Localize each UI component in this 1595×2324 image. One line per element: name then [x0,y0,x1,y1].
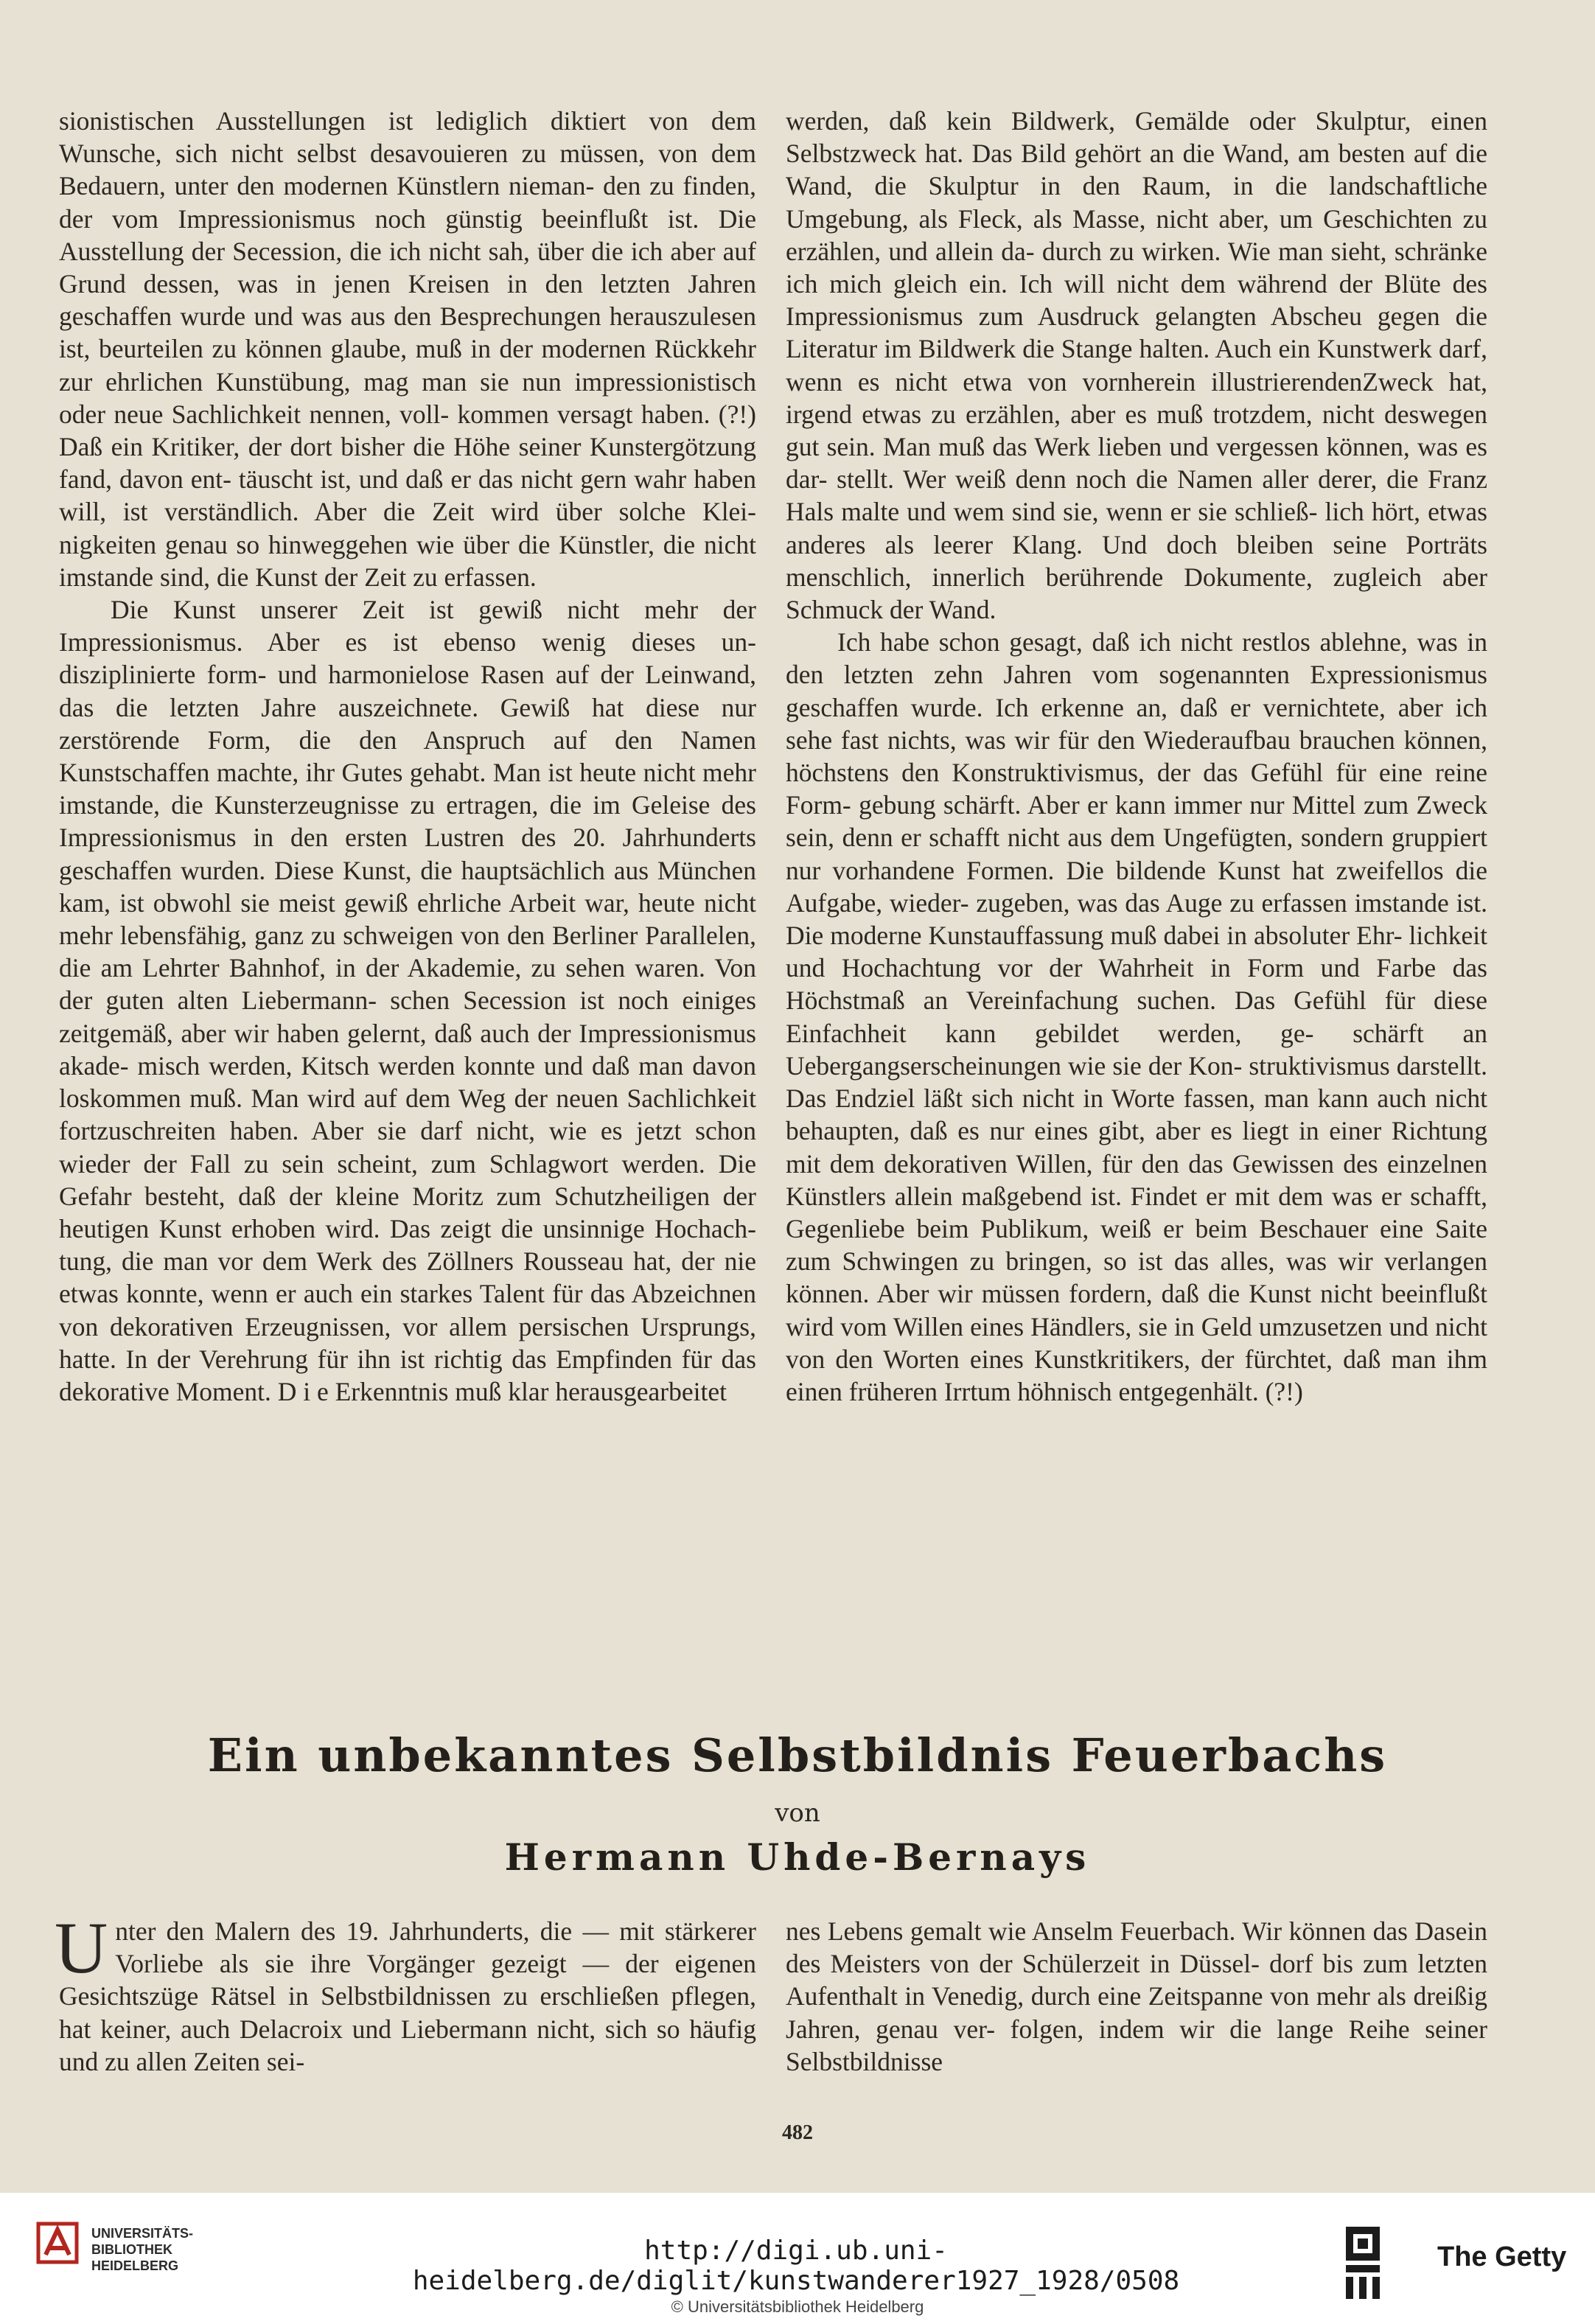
library-name [91,2225,193,2274]
library-name-line: UNIVERSITÄTS- [91,2226,194,2241]
paragraph: Die Kunst unserer Zeit ist gewiß nicht mehr der Impressionismus. Aber es ist ebenso wenig dieses un- disziplinierte form- und harmonielose Rasen auf der Leinwand, das die letzten Jahre auszeichnete. Gewiß hat diese nur zerstörende Form, die den Anspruch auf den Namen Kunstschaffen machte, ihr Gutes gehabt. Man ist heute nicht mehr imstande, die Kunsterzeugnisse zu ertragen, die im Geleise des Impressionismus in den ersten Lustren des 20. Jahrhunderts geschaffen wurden. Diese Kunst, die hauptsächlich aus München kam, ist obwohl sie meist gewiß ehrliche Arbeit war, heute nicht mehr lebensfähig, ganz zu schweigen von den Berliner Parallelen, die am Lehrter Bahnhof, in der Akademie, zu sehen waren. Von der guten alten Liebermann- schen Secession ist noch einiges zeitgemäß, aber wir haben gelernt, daß auch der Impressionismus akade- misch werden, Kitsch werden konnte und daß man davon loskommen muß. Man wird auf dem Weg der neuen Sachlichkeit fortzuschreiten haben. Aber sie darf nicht, wie es jetzt schon wieder der Fall zu sein scheint, zum Schlagwort werden. Die Gefahr besteht, daß der kleine Moritz zum Schutzheiligen der heutigen Kunst erhoben wird. Das zeigt die unsinnige Hochach- tung, die man vor dem Werk des Zöllners Rousseau hat, der nie etwas konnte, wenn er auch ein starkes Talent für das Abzeichnen von dekorativen Erzeugnissen, vor allem persischen Ursprungs, hatte. In der Verehrung für ihn ist richtig das Empfinden für das dekorative Moment. D i e Erkenntnis muß klar herausgearbeitet [59,595,756,1406]
right-column-top [786,105,1487,1408]
library-name-line: HEIDELBERG [91,2258,179,2273]
footer-bar [0,2193,1595,2324]
paragraph: sionistischen Ausstellungen ist lediglich diktiert von dem Wunsche, sich nicht selbst desavouieren zu müssen, von dem Bedauern, unter den modernen Künstlern nieman- den zu finden, der vom Impressionismus noch günstig beeinflußt ist. Die Ausstellung der Secession, die ich nicht sah, über die ich aber auf Grund dessen, was in jenen Kreisen in den letzten Jahren geschaffen wurde und was aus den Besprechungen herauszulesen ist, beurteilen zu können glaube, muß in der modernen Rückkehr zur ehrlichen Kunstübung, mag man sie nun impressionistisch oder neue Sachlichkeit nennen, voll- kommen versagt haben. (?!) Daß ein Kritiker, der dort bisher die Höhe seiner Kunstergötzung fand, davon ent- täuscht ist, und daß er das nicht gern wahr haben will, ist verständlich. Aber die Zeit wird über solche Klei- nigkeiten genau so hinweggehen wie über die Künstler, die nicht imstande sind, die Kunst der Zeit zu erfassen. [59,106,756,592]
paragraph: Ich habe schon gesagt, daß ich nicht restlos ablehne, was in den letzten zehn Jahren vom sogenannten Expressionismus geschaffen wurde. Ich erkenne an, daß er vernichtete, aber ich sehe fast nichts, was wir für den Wiederaufbau brauchen können, höchstens den Konstruktivismus, der das Gefühl für eine reine Form- gebung schärft. Aber er kann immer nur Mittel zum Zweck sein, denn er schafft nicht aus dem Ungefügten, sondern gruppiert nur vorhandene Formen. Die bildende Kunst hat zweifellos die Aufgabe, wieder- zugeben, was das Auge zu erfassen imstande ist. Die moderne Kunstauffassung muß dabei in absoluter Ehr- lichkeit und Hochachtung vor der Wahrheit in Form und Farbe das Höchstmaß an Vereinfachung suchen. Das Gefühl für diese Einfachheit kann gebildet werden, ge- schärft an Uebergangserscheinungen wie sie der Kon- struktivismus darstellt. Das Endziel läßt sich nicht in Worte fassen, man kann auch nicht behaupten, daß es nur eines gibt, aber es liegt in einer Richtung mit dem dekorativen Willen, für den das Gewissen des einzelnen Künstlers allein maßgebend ist. Findet er mit dem was er schafft, Gegenliebe beim Publikum, weiß er beim Beschauer eine Saite zum Schwingen zu bringen, so ist das alles, was wir verlangen können. Aber wir müssen fordern, daß die Kunst nicht beeinflußt wird vom Willen eines Händlers, sie in Geld umzusetzen und nicht von den Worten eines Kunstkritikers, der fürchtet, daß man ihm einen früheren Irrtum höhnisch entgegenhält. (?!) [786,627,1487,1406]
right-column-bottom [786,1915,1487,2078]
paragraph-text: nter den Malern des 19. Jahrhunderts, die — mit stärkerer Vorliebe als sie ihre Vorgänger gezeigt — der eigenen Gesichtszüge Rätsel in Selbstbildnissen zu erschließen pflegen, hat keiner, auch Delacroix und Liebermann nicht, sich so häufig und zu allen Zeiten sei- [59,1916,756,2076]
drop-cap: U [55,1907,108,1989]
page-number: 482 [782,2121,813,2144]
getty-label: The Getty [1437,2241,1567,2272]
article-title: Ein unbekanntes Selbstbildnis Feuerbachs [207,1728,1388,1782]
library-name-line: BIBLIOTHEK [91,2242,172,2257]
left-column-bottom [55,1907,756,2078]
permalink-url[interactable]: http://digi.ub.uni-heidelberg.de/diglit/kunstwanderer1927_1928/0508 [412,2236,1180,2296]
paragraph [55,1907,756,2078]
article-author: Hermann Uhde-Bernays [504,1835,1091,1879]
paragraph: nes Lebens gemalt wie Anselm Feuerbach. Wir können das Dasein des Meisters von der Schülerzeit in Düssel- dorf bis zum letzten Aufenthalt in Venedig, durch eine Zeitspanne von mehr als dreißig Jahren, genau ver- folgen, indem wir die lange Reihe seiner Selbstbildnisse [786,1916,1487,2076]
byline-prefix: von [775,1798,820,1828]
paragraph: werden, daß kein Bildwerk, Gemälde oder Skulptur, einen Selbstzweck hat. Das Bild gehört an die Wand, am besten auf die Wand, die Skulptur in den Raum, in die landschaftliche Umgebung, als Fleck, als Masse, nicht aber, um Geschichten zu erzählen, und allein da- durch zu wirken. Wie man sieht, schränke ich mich gleich ein. Ich will nicht dem während der Blüte des Impressionismus zum Ausdruck gelangten Abscheu gegen die Literatur im Bildwerk die Stange halten. Auch ein Kunstwerk darf, wenn es nicht etwa von vornherein illustrierendenZweck hat, irgend etwas zu erzählen, aber es muß trotzdem, nicht deswegen gut sein. Man muß das Werk lieben und vergessen können, was es dar- stellt. Wer weiß denn noch die Namen aller derer, die Franz Hals malte und wem sind sie, wenn er sie schließ- lich hört, etwas anderes als leerer Klang. Und doch bleiben seine Porträts menschlich, innerlich berührende Dokumente, zugleich aber Schmuck der Wand. [786,106,1487,625]
left-column-top [59,105,756,1408]
university-library-logo-icon [34,2219,81,2270]
copyright-notice: © Universitätsbibliothek Heidelberg [671,2297,924,2316]
